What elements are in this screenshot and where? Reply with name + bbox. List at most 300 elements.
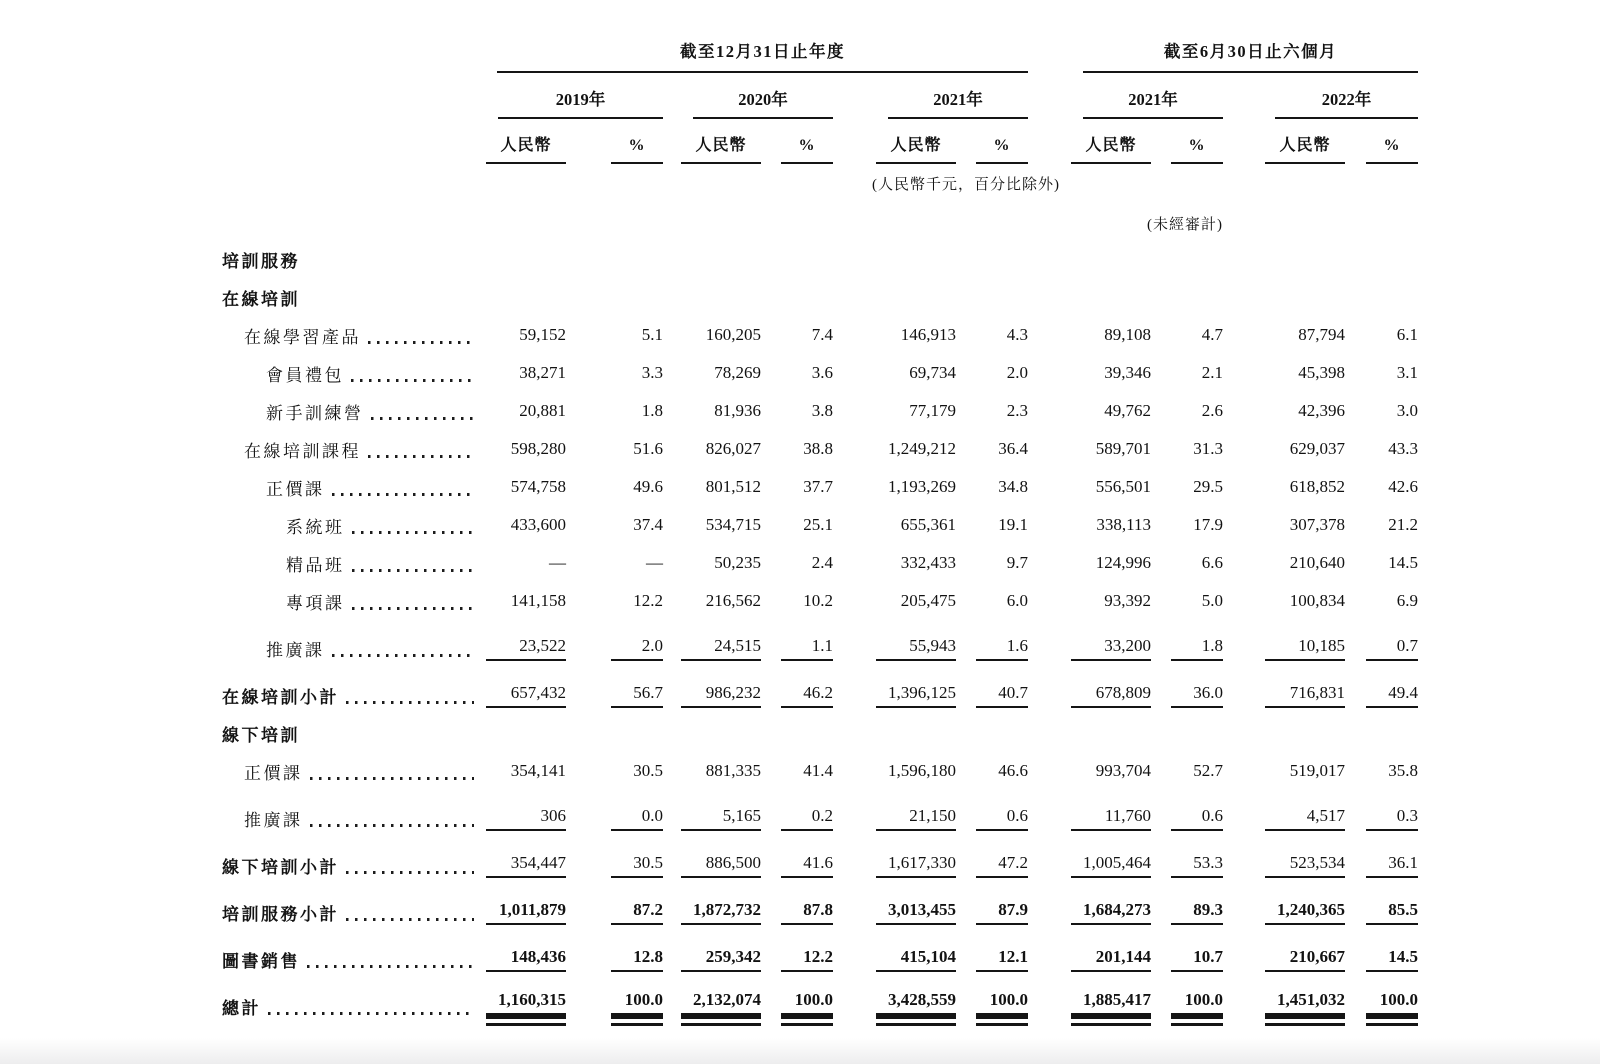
value-cell	[1156, 584, 1228, 622]
cell-value: 24,515	[681, 636, 761, 661]
cell-value: 657,432	[486, 683, 566, 708]
value-cell	[668, 792, 766, 839]
value-cell	[481, 470, 571, 508]
value-cell	[1350, 356, 1423, 394]
value-cell	[838, 356, 961, 394]
cell-value: 49,762	[1104, 401, 1151, 420]
value-cell	[838, 280, 961, 318]
cell-value: 1.8	[1171, 636, 1223, 661]
value-cell	[766, 546, 838, 584]
cell-value: 40.7	[976, 683, 1028, 708]
value-cell	[766, 280, 838, 318]
col-header-pct-2021-interim: %	[1171, 137, 1223, 164]
value-cell	[1350, 716, 1423, 754]
value-cell	[1228, 546, 1350, 584]
cell-value: 655,361	[900, 515, 956, 534]
cell-value: 11,760	[1071, 806, 1151, 831]
note-units: (人民幣千元，百分比除外)	[872, 177, 1060, 193]
cell-value: 100.0	[781, 990, 833, 1019]
value-cell	[1156, 754, 1228, 792]
cell-value: 556,501	[1095, 477, 1151, 496]
table-row	[218, 933, 1423, 980]
cell-value: 37.7	[803, 477, 833, 496]
page-bottom-edge	[0, 1038, 1600, 1064]
value-cell	[1350, 839, 1423, 886]
cell-value: 100.0	[611, 990, 663, 1019]
value-cell	[1350, 886, 1423, 933]
header-columns	[218, 127, 1423, 172]
table-row	[218, 432, 1423, 470]
cell-value: 210,640	[1289, 553, 1345, 572]
cell-value: 160,205	[705, 325, 761, 344]
cell-value: 6.0	[1006, 591, 1028, 610]
table-row	[218, 622, 1423, 669]
dotted-leader	[346, 918, 474, 921]
cell-value: 574,758	[510, 477, 566, 496]
cell-value: 598,280	[510, 439, 566, 458]
header-spacer	[218, 127, 481, 172]
value-cell	[766, 792, 838, 839]
value-cell	[571, 886, 668, 933]
value-cell	[668, 886, 766, 933]
cell-value: 1,617,330	[876, 853, 956, 878]
value-cell	[961, 716, 1033, 754]
year-cell-2020	[668, 81, 838, 127]
value-cell	[481, 669, 571, 716]
cell-value: 100.0	[1171, 990, 1223, 1019]
cell-value: 2.6	[1201, 401, 1223, 420]
row-label-cell	[218, 356, 481, 394]
cell-value: 21,150	[876, 806, 956, 831]
cell-value: 47.2	[976, 853, 1028, 878]
value-cell	[961, 584, 1033, 622]
value-cell	[668, 933, 766, 980]
cell-value: 1,160,315	[486, 990, 566, 1019]
cell-value: 216,562	[705, 591, 761, 610]
cell-value: 36.0	[1171, 683, 1223, 708]
col-header-rmb-2021: 人民幣	[876, 132, 956, 164]
cell-value: 77,179	[909, 401, 956, 420]
cell-value: 12.1	[976, 947, 1028, 972]
value-cell	[1350, 280, 1423, 318]
header-years	[218, 81, 1423, 127]
cell-value: 42,396	[1298, 401, 1345, 420]
cell-value: 12.2	[781, 947, 833, 972]
dotted-leader	[346, 871, 474, 874]
value-cell	[571, 318, 668, 356]
value-cell	[1156, 980, 1228, 1027]
cell-value: 14.5	[1388, 553, 1418, 572]
value-cell	[766, 980, 838, 1027]
cell-value: 23,522	[486, 636, 566, 661]
cell-value: 31.3	[1193, 439, 1223, 458]
value-cell	[571, 754, 668, 792]
value-cell	[668, 508, 766, 546]
cell-value: 33,200	[1071, 636, 1151, 661]
cell-value: 716,831	[1265, 683, 1345, 708]
cell-value: 43.3	[1388, 439, 1418, 458]
cell-value: 141,158	[510, 591, 566, 610]
value-cell	[766, 584, 838, 622]
cell-value: 338,113	[1096, 515, 1151, 534]
value-cell	[1156, 669, 1228, 716]
cell-value: 93,392	[1104, 591, 1151, 610]
value-cell	[766, 886, 838, 933]
cell-value: 1,885,417	[1071, 990, 1151, 1019]
dotted-leader	[352, 531, 475, 534]
cell-value: 306	[486, 806, 566, 831]
annual-period-title: 截至12月31日止年度	[497, 38, 1028, 73]
cell-value: 0.0	[611, 806, 663, 831]
value-cell	[1033, 584, 1156, 622]
row-label-cell	[218, 622, 481, 669]
value-cell	[1228, 716, 1350, 754]
cell-value: 6.1	[1396, 325, 1418, 344]
value-cell	[961, 669, 1033, 716]
value-cell	[766, 432, 838, 470]
cell-value: 85.5	[1366, 900, 1418, 925]
year-cell-2019	[481, 81, 668, 127]
value-cell	[1350, 622, 1423, 669]
value-cell	[1033, 394, 1156, 432]
table-row	[218, 754, 1423, 792]
value-cell	[961, 546, 1033, 584]
cell-value: 36.1	[1366, 853, 1418, 878]
row-label: 培訓服務小計	[222, 905, 339, 924]
value-cell	[1228, 933, 1350, 980]
col-header-pct-2019: %	[611, 137, 663, 164]
value-cell	[1350, 432, 1423, 470]
cell-value: 589,701	[1095, 439, 1151, 458]
cell-value: 3.0	[1396, 401, 1418, 420]
value-cell	[481, 754, 571, 792]
value-cell	[571, 432, 668, 470]
table-row	[218, 546, 1423, 584]
row-label: 線下培訓	[222, 726, 300, 745]
value-cell	[481, 432, 571, 470]
value-cell	[571, 622, 668, 669]
value-cell	[481, 886, 571, 933]
cell-value: 5.1	[641, 325, 663, 344]
cell-value: 354,447	[486, 853, 566, 878]
cell-value: 1,596,180	[888, 761, 956, 780]
cell-value: 81,936	[714, 401, 761, 420]
row-label-cell	[218, 242, 481, 280]
cell-value: 0.7	[1366, 636, 1418, 661]
cell-value: 534,715	[705, 515, 761, 534]
value-cell	[838, 318, 961, 356]
cell-value: 1,396,125	[876, 683, 956, 708]
year-label-2021: 2021年	[888, 86, 1028, 119]
value-cell	[571, 470, 668, 508]
table-row	[218, 584, 1423, 622]
value-cell	[766, 933, 838, 980]
value-cell	[571, 584, 668, 622]
dotted-leader	[310, 824, 475, 827]
cell-value: 1,193,269	[888, 477, 956, 496]
cell-value: 49.6	[633, 477, 663, 496]
value-cell	[838, 584, 961, 622]
value-cell	[838, 980, 961, 1027]
cell-value: 42.6	[1388, 477, 1418, 496]
header-note-unaudited-row	[218, 202, 1423, 242]
row-label: 在線學習產品	[244, 328, 361, 347]
value-cell	[1228, 669, 1350, 716]
value-cell	[766, 669, 838, 716]
row-label-cell	[218, 280, 481, 318]
row-label: 推廣課	[266, 641, 325, 660]
value-cell	[1350, 980, 1423, 1027]
row-label: 正價課	[244, 764, 303, 783]
dotted-leader	[351, 379, 474, 382]
row-label-cell	[218, 754, 481, 792]
cell-value: 35.8	[1388, 761, 1418, 780]
table-row	[218, 470, 1423, 508]
cell-value: 21.2	[1388, 515, 1418, 534]
cell-value: 10,185	[1265, 636, 1345, 661]
value-cell	[481, 356, 571, 394]
cell-value: 3.8	[811, 401, 833, 420]
cell-value: 886,500	[681, 853, 761, 878]
cell-value: 2.0	[611, 636, 663, 661]
table-row	[218, 980, 1423, 1027]
value-cell	[961, 470, 1033, 508]
row-label-cell	[218, 470, 481, 508]
row-label-cell	[218, 546, 481, 584]
row-label-cell	[218, 584, 481, 622]
cell-value: 78,269	[714, 363, 761, 382]
value-cell	[838, 470, 961, 508]
cell-value: 1.8	[641, 401, 663, 420]
table-row	[218, 669, 1423, 716]
value-cell	[668, 716, 766, 754]
cell-value: 100.0	[1366, 990, 1418, 1019]
cell-value: 3.3	[641, 363, 663, 382]
value-cell	[1228, 356, 1350, 394]
dotted-leader	[332, 493, 475, 496]
value-cell	[481, 394, 571, 432]
value-cell	[481, 716, 571, 754]
cell-value: 4.7	[1201, 325, 1223, 344]
value-cell	[1033, 716, 1156, 754]
value-cell	[961, 280, 1033, 318]
cell-value: 1,451,032	[1265, 990, 1345, 1019]
value-cell	[668, 546, 766, 584]
value-cell	[961, 356, 1033, 394]
financial-table-wrapper	[218, 38, 1423, 1027]
cell-value: 29.5	[1193, 477, 1223, 496]
cell-value: 49.4	[1366, 683, 1418, 708]
cell-value: 4.3	[1006, 325, 1028, 344]
value-cell	[961, 242, 1033, 280]
cell-value: 201,144	[1071, 947, 1151, 972]
row-label-cell	[218, 432, 481, 470]
value-cell	[668, 432, 766, 470]
cell-value: —	[549, 553, 566, 572]
cell-value: 210,667	[1265, 947, 1345, 972]
value-cell	[1033, 669, 1156, 716]
value-cell	[1350, 754, 1423, 792]
value-cell	[1350, 584, 1423, 622]
value-cell	[668, 394, 766, 432]
cell-value: 1,005,464	[1071, 853, 1151, 878]
note-unaudited: (未經審計)	[1147, 217, 1223, 233]
year-label-2022-interim: 2022年	[1275, 86, 1418, 119]
col-header-pct-2021: %	[976, 137, 1028, 164]
value-cell	[961, 394, 1033, 432]
value-cell	[838, 716, 961, 754]
table-row	[218, 886, 1423, 933]
value-cell	[838, 546, 961, 584]
cell-value: 41.6	[781, 853, 833, 878]
cell-value: 17.9	[1193, 515, 1223, 534]
cell-value: 2.1	[1201, 363, 1223, 382]
value-cell	[766, 839, 838, 886]
value-cell	[838, 508, 961, 546]
cell-value: 52.7	[1193, 761, 1223, 780]
row-label-cell	[218, 980, 481, 1027]
value-cell	[1033, 839, 1156, 886]
value-cell	[571, 394, 668, 432]
cell-value: 10.7	[1171, 947, 1223, 972]
value-cell	[1156, 280, 1228, 318]
dotted-leader	[352, 607, 475, 610]
dotted-leader	[268, 1012, 474, 1015]
value-cell	[481, 792, 571, 839]
cell-value: 30.5	[611, 853, 663, 878]
value-cell	[571, 280, 668, 318]
cell-value: 36.4	[998, 439, 1028, 458]
value-cell	[766, 716, 838, 754]
cell-value: 678,809	[1071, 683, 1151, 708]
cell-value: 1,011,879	[486, 900, 566, 925]
interim-group-cell	[1033, 38, 1423, 81]
cell-value: 19.1	[998, 515, 1028, 534]
cell-value: 2,132,074	[681, 990, 761, 1019]
value-cell	[766, 318, 838, 356]
value-cell	[961, 839, 1033, 886]
cell-value: 25.1	[803, 515, 833, 534]
cell-value: 9.7	[1006, 553, 1028, 572]
cell-value: 7.4	[811, 325, 833, 344]
cell-value: 307,378	[1289, 515, 1345, 534]
row-label-cell	[218, 669, 481, 716]
cell-value: 89.3	[1171, 900, 1223, 925]
value-cell	[1156, 242, 1228, 280]
cell-value: 1,240,365	[1265, 900, 1345, 925]
cell-value: 801,512	[705, 477, 761, 496]
value-cell	[1033, 980, 1156, 1027]
cell-value: 0.6	[1171, 806, 1223, 831]
row-label: 在線培訓課程	[244, 442, 361, 461]
table-row	[218, 356, 1423, 394]
value-cell	[571, 669, 668, 716]
value-cell	[1228, 242, 1350, 280]
col-header-rmb-2021-interim: 人民幣	[1071, 132, 1151, 164]
value-cell	[1350, 669, 1423, 716]
table-row	[218, 318, 1423, 356]
cell-value: 354,141	[510, 761, 566, 780]
interim-period-title: 截至6月30日止六個月	[1083, 38, 1418, 73]
value-cell	[1156, 318, 1228, 356]
value-cell	[571, 839, 668, 886]
cell-value: 56.7	[611, 683, 663, 708]
header-period-groups	[218, 38, 1423, 81]
value-cell	[1350, 318, 1423, 356]
row-label: 線下培訓小計	[222, 858, 339, 877]
value-cell	[1156, 356, 1228, 394]
value-cell	[838, 754, 961, 792]
value-cell	[571, 933, 668, 980]
value-cell	[1033, 508, 1156, 546]
row-label-cell	[218, 886, 481, 933]
cell-value: 332,433	[900, 553, 956, 572]
row-label: 新手訓練營	[266, 404, 364, 423]
cell-value: 5.0	[1201, 591, 1223, 610]
table-row	[218, 280, 1423, 318]
value-cell	[668, 280, 766, 318]
value-cell	[481, 933, 571, 980]
annual-group-cell	[481, 38, 1033, 81]
cell-value: 41.4	[803, 761, 833, 780]
value-cell	[838, 622, 961, 669]
value-cell	[668, 242, 766, 280]
value-cell	[668, 754, 766, 792]
cell-value: 46.6	[998, 761, 1028, 780]
value-cell	[1228, 622, 1350, 669]
value-cell	[571, 546, 668, 584]
cell-value: 87,794	[1298, 325, 1345, 344]
value-cell	[1228, 318, 1350, 356]
value-cell	[961, 508, 1033, 546]
value-cell	[838, 839, 961, 886]
value-cell	[1156, 886, 1228, 933]
value-cell	[961, 792, 1033, 839]
row-label: 專項課	[286, 594, 345, 613]
cell-value: 20,881	[519, 401, 566, 420]
value-cell	[481, 508, 571, 546]
cell-value: 523,534	[1265, 853, 1345, 878]
cell-value: 51.6	[633, 439, 663, 458]
value-cell	[1350, 792, 1423, 839]
cell-value: 993,704	[1095, 761, 1151, 780]
value-cell	[838, 394, 961, 432]
value-cell	[1156, 508, 1228, 546]
value-cell	[1033, 754, 1156, 792]
table-row	[218, 716, 1423, 754]
value-cell	[481, 242, 571, 280]
cell-value: 5,165	[681, 806, 761, 831]
cell-value: 6.9	[1396, 591, 1418, 610]
cell-value: 3.6	[811, 363, 833, 382]
value-cell	[1350, 470, 1423, 508]
value-cell	[1228, 886, 1350, 933]
value-cell	[1156, 546, 1228, 584]
cell-value: 45,398	[1298, 363, 1345, 382]
cell-value: 59,152	[519, 325, 566, 344]
row-label: 總計	[222, 999, 261, 1018]
value-cell	[571, 242, 668, 280]
cell-value: 1,872,732	[681, 900, 761, 925]
cell-value: 205,475	[900, 591, 956, 610]
dotted-leader	[352, 569, 475, 572]
year-label-2021-interim: 2021年	[1083, 86, 1223, 119]
cell-value: 100.0	[976, 990, 1028, 1019]
year-cell-2021	[838, 81, 1033, 127]
row-label-cell	[218, 394, 481, 432]
cell-value: 50,235	[714, 553, 761, 572]
value-cell	[668, 584, 766, 622]
